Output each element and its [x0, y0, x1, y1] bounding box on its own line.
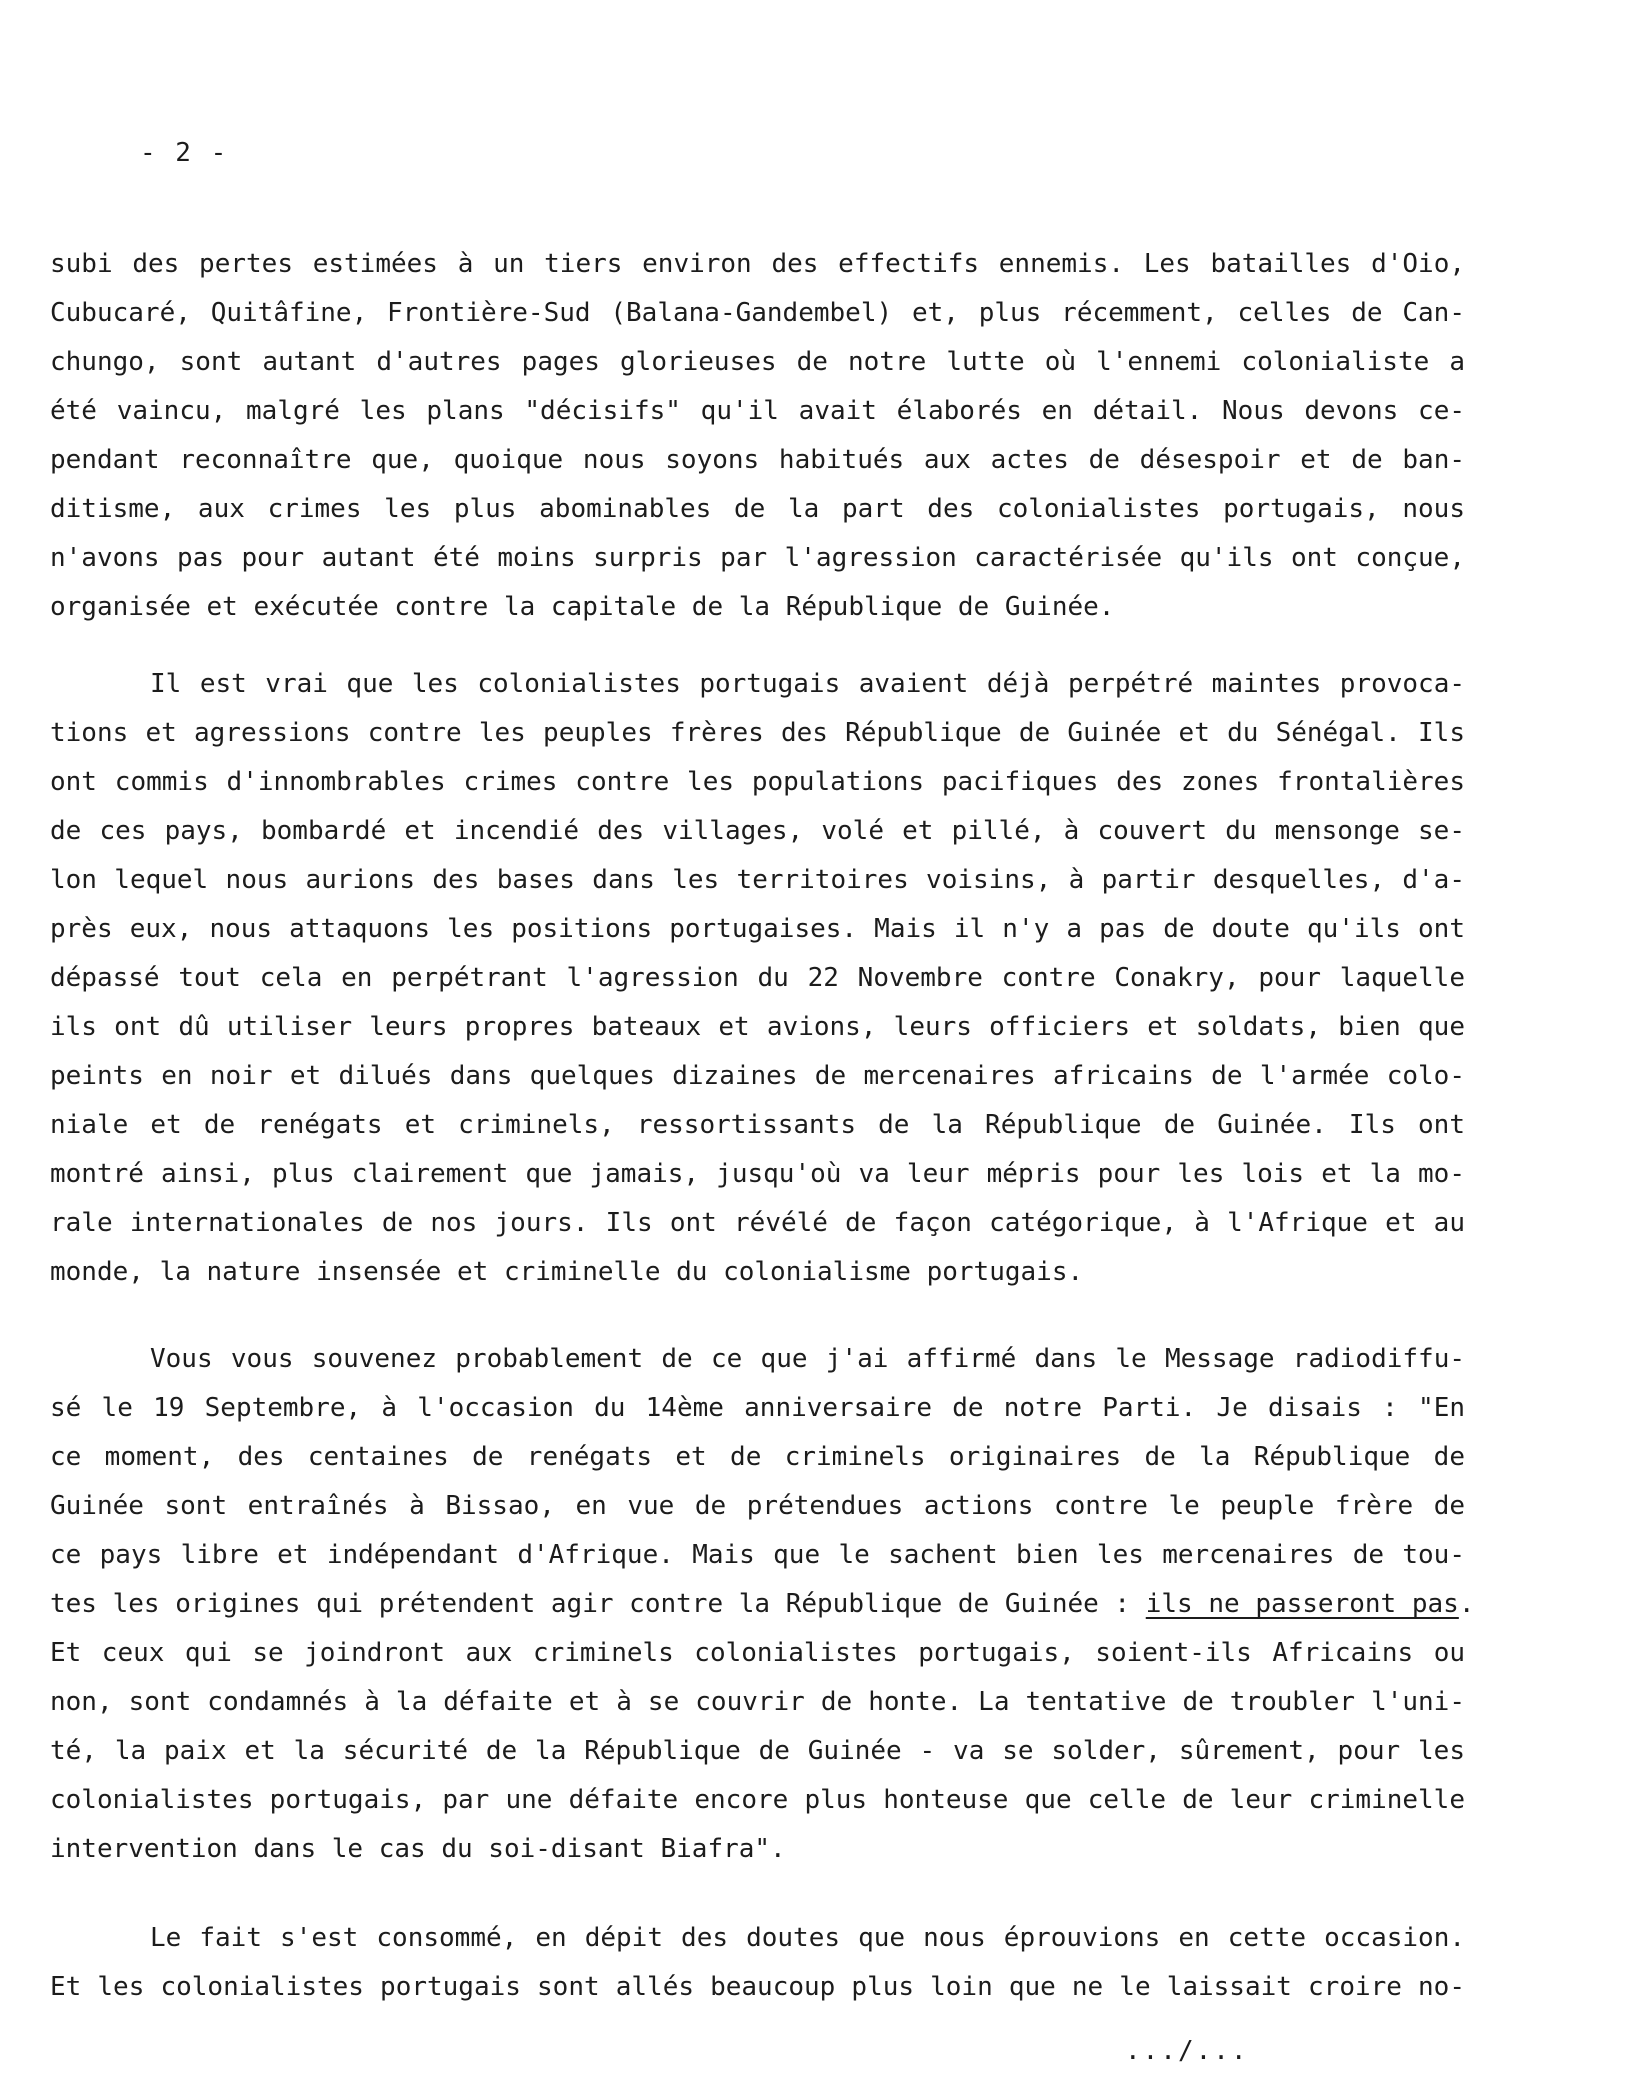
text-line: Guinée sont entraînés à Bissao, en vue de prétendues actions contre le peuple frère de [50, 1491, 1465, 1521]
text-line: ce moment, des centaines de renégats et de criminels originaires de la République de [50, 1442, 1465, 1472]
text-line: Cubucaré, Quitâfine, Frontière-Sud (Balana-Gandembel) et, plus récemment, celles de Can- [50, 298, 1465, 328]
text-line: ditisme, aux crimes les plus abominables de la part des colonialistes portugais, nous [50, 494, 1465, 524]
text-line: sé le 19 Septembre, à l'occasion du 14ème anniversaire de notre Parti. Je disais : "En [50, 1393, 1465, 1423]
text-line: montré ainsi, plus clairement que jamais, jusqu'où va leur mépris pour les lois et la mo- [50, 1159, 1465, 1189]
text-line: Et ceux qui se joindront aux criminels colonialistes portugais, soient-ils Africains ou [50, 1638, 1465, 1668]
text-line: été vaincu, malgré les plans "décisifs" qu'il avait élaborés en détail. Nous devons ce- [50, 396, 1465, 426]
text-line: de ces pays, bombardé et incendié des villages, volé et pillé, à couvert du mensonge se- [50, 816, 1465, 846]
text-line: intervention dans le cas du soi-disant Biafra". [50, 1834, 786, 1864]
text-line-with-emphasis [50, 1580, 1475, 1629]
text-line: monde, la nature insensée et criminelle du colonialisme portugais. [50, 1257, 1084, 1287]
text-line: niale et de renégats et criminels, ressortissants de la République de Guinée. Ils ont [50, 1110, 1465, 1140]
text-segment: . [1458, 1589, 1475, 1619]
text-line: organisée et exécutée contre la capitale de la République de Guinée. [50, 592, 1115, 622]
text-line: non, sont condamnés à la défaite et à se couvrir de honte. La tentative de troubler l'uni- [50, 1687, 1465, 1717]
paragraph-4 [50, 1914, 1465, 2012]
continuation-mark: .../... [1125, 2036, 1249, 2066]
text-line: ils ont dû utiliser leurs propres bateaux et avions, leurs officiers et soldats, bien que [50, 1012, 1465, 1042]
text-line: Il est vrai que les colonialistes portugais avaient déjà perpétré maintes provoca- [150, 669, 1465, 699]
text-line: lon lequel nous aurions des bases dans les territoires voisins, à partir desquelles, d'a- [50, 865, 1465, 895]
page-number: - 2 - [140, 138, 229, 168]
text-line: subi des pertes estimées à un tiers environ des effectifs ennemis. Les batailles d'Oio, [50, 249, 1465, 279]
text-segment: tes les origines qui prétendent agir contre la République de Guinée : [50, 1589, 1131, 1619]
text-line: chungo, sont autant d'autres pages glorieuses de notre lutte où l'ennemi colonialiste a [50, 347, 1465, 377]
text-line: Et les colonialistes portugais sont allés beaucoup plus loin que ne le laissait croire no- [50, 1972, 1465, 2002]
underlined-phrase: ils ne passeront pas [1145, 1589, 1459, 1619]
text-line: colonialistes portugais, par une défaite encore plus honteuse que celle de leur criminelle [50, 1785, 1465, 1815]
text-line: peints en noir et dilués dans quelques dizaines de mercenaires africains de l'armée colo- [50, 1061, 1465, 1091]
text-line: Le fait s'est consommé, en dépit des doutes que nous éprouvions en cette occasion. [150, 1923, 1465, 1953]
text-line: n'avons pas pour autant été moins surpris par l'agression caractérisée qu'ils ont conçue, [50, 543, 1465, 573]
text-line: tions et agressions contre les peuples frères des République de Guinée et du Sénégal. Ils [50, 718, 1465, 748]
text-line: Vous vous souvenez probablement de ce que j'ai affirmé dans le Message radiodiffu- [150, 1344, 1465, 1374]
text-line: té, la paix et la sécurité de la République de Guinée - va se solder, sûrement, pour les [50, 1736, 1465, 1766]
text-line: ce pays libre et indépendant d'Afrique. Mais que le sachent bien les mercenaires de tou- [50, 1540, 1465, 1570]
text-line: près eux, nous attaquons les positions portugaises. Mais il n'y a pas de doute qu'ils ont [50, 914, 1465, 944]
text-line: ont commis d'innombrables crimes contre les populations pacifiques des zones frontalières [50, 767, 1465, 797]
text-line: rale internationales de nos jours. Ils ont révélé de façon catégorique, à l'Afrique et au [50, 1208, 1465, 1238]
paragraph-3 [50, 1335, 1475, 1874]
text-line: pendant reconnaître que, quoique nous soyons habitués aux actes de désespoir et de ban- [50, 445, 1465, 475]
paragraph-1 [50, 240, 1465, 632]
paragraph-2 [50, 660, 1465, 1297]
text-line: dépassé tout cela en perpétrant l'agression du 22 Novembre contre Conakry, pour laquelle [50, 963, 1465, 993]
